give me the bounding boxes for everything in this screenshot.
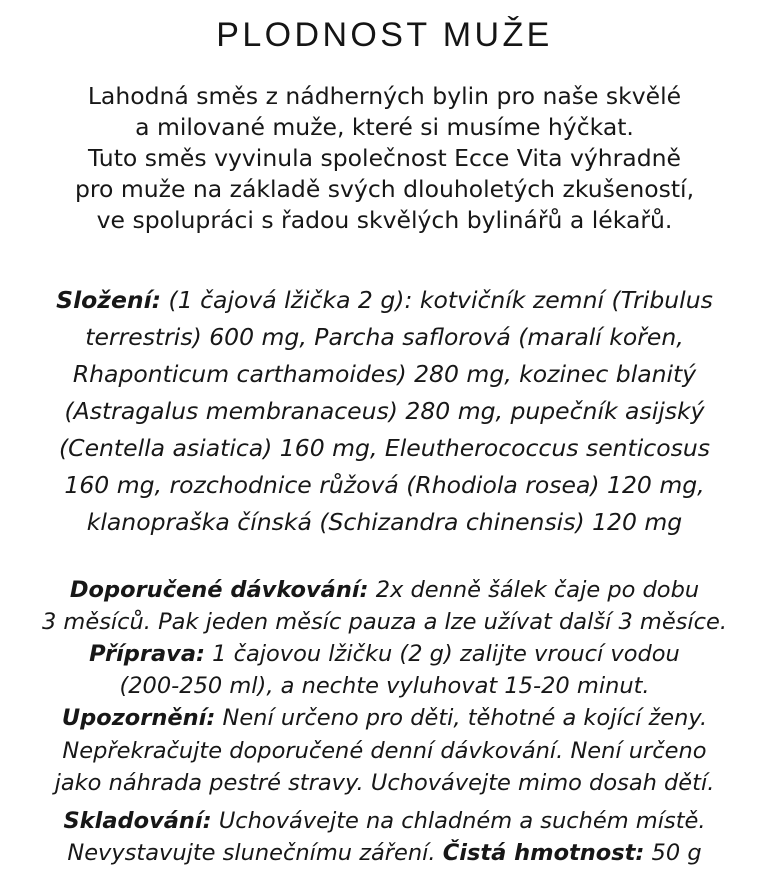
- page-title: PLODNOST MUŽE: [216, 16, 553, 54]
- intro-line: ve spolupráci s řadou skvělých bylinářů a lékařů.: [96, 205, 673, 234]
- composition-section: [27, 282, 743, 541]
- composition-line: [27, 282, 743, 319]
- composition-line: (Astragalus membranaceus) 280 mg, pupečník asijský: [64, 396, 705, 425]
- preparation-line-text: 1 čajovou lžičku (2 g) zalijte vroucí vodou: [205, 640, 680, 667]
- composition-line: (Centella asiatica) 160 mg, Eleutherococcus senticosus: [59, 433, 710, 462]
- composition-line: Rhaponticum carthamoides) 280 mg, kozinec blanitý: [72, 359, 697, 388]
- warning-line: jako náhrada pestré stravy. Uchovávejte mimo dosah dětí.: [54, 769, 715, 796]
- dosage-line: [27, 574, 743, 606]
- warning-line-text: Není určeno pro děti, těhotné a kojící ženy.: [215, 705, 708, 732]
- warning-line: Nepřekračujte doporučené denní dávkování. Není určeno: [62, 737, 707, 764]
- storage-section: [27, 805, 743, 869]
- net-weight-value: 50 g: [644, 840, 702, 867]
- storage-label: Skladování:: [63, 807, 212, 834]
- composition-line: 160 mg, rozchodnice růžová (Rhodiola rosea) 120 mg,: [64, 470, 705, 499]
- composition-line: terrestris) 600 mg, Parcha saflorová (maralí kořen,: [85, 322, 684, 351]
- intro-paragraph: [40, 81, 730, 236]
- intro-line: Lahodná směs z nádherných bylin pro naše skvělé: [87, 81, 682, 110]
- composition-line-text: (1 čajová lžička 2 g): kotvičník zemní (Tribulus: [161, 285, 713, 314]
- dosage-label: Doporučené dávkování:: [69, 576, 369, 603]
- dosage-line-text: 2x denně šálek čaje po dobu: [368, 576, 700, 603]
- preparation-label: Příprava:: [89, 640, 206, 667]
- composition-label: Složení:: [56, 285, 162, 314]
- storage-line: [27, 805, 743, 837]
- preparation-line: [27, 638, 743, 670]
- storage-line: [27, 837, 743, 869]
- storage-line-text: Uchovávejte na chladném a suchém místě.: [211, 807, 706, 834]
- composition-line: klanopraška čínská (Schizandra chinensis) 120 mg: [86, 507, 683, 536]
- net-weight-label: Čistá hmotnost:: [442, 840, 645, 867]
- dosage-line: 3 měsíců. Pak jeden měsíc pauza a lze užívat další 3 měsíce.: [41, 608, 728, 635]
- storage-line-text: Nevystavujte slunečnímu záření.: [67, 840, 443, 867]
- intro-line: a milované muže, které si musíme hýčkat.: [135, 112, 634, 141]
- warning-line: [27, 702, 743, 734]
- warning-label: Upozornění:: [61, 705, 216, 732]
- usage-section: [27, 574, 743, 799]
- intro-line: pro muže na základě svých dlouholetých zkušeností,: [74, 174, 695, 203]
- preparation-line: (200-250 ml), a nechte vyluhovat 15-20 minut.: [119, 673, 650, 700]
- intro-line: Tuto směs vyvinula společnost Ecce Vita výhradně: [88, 143, 681, 172]
